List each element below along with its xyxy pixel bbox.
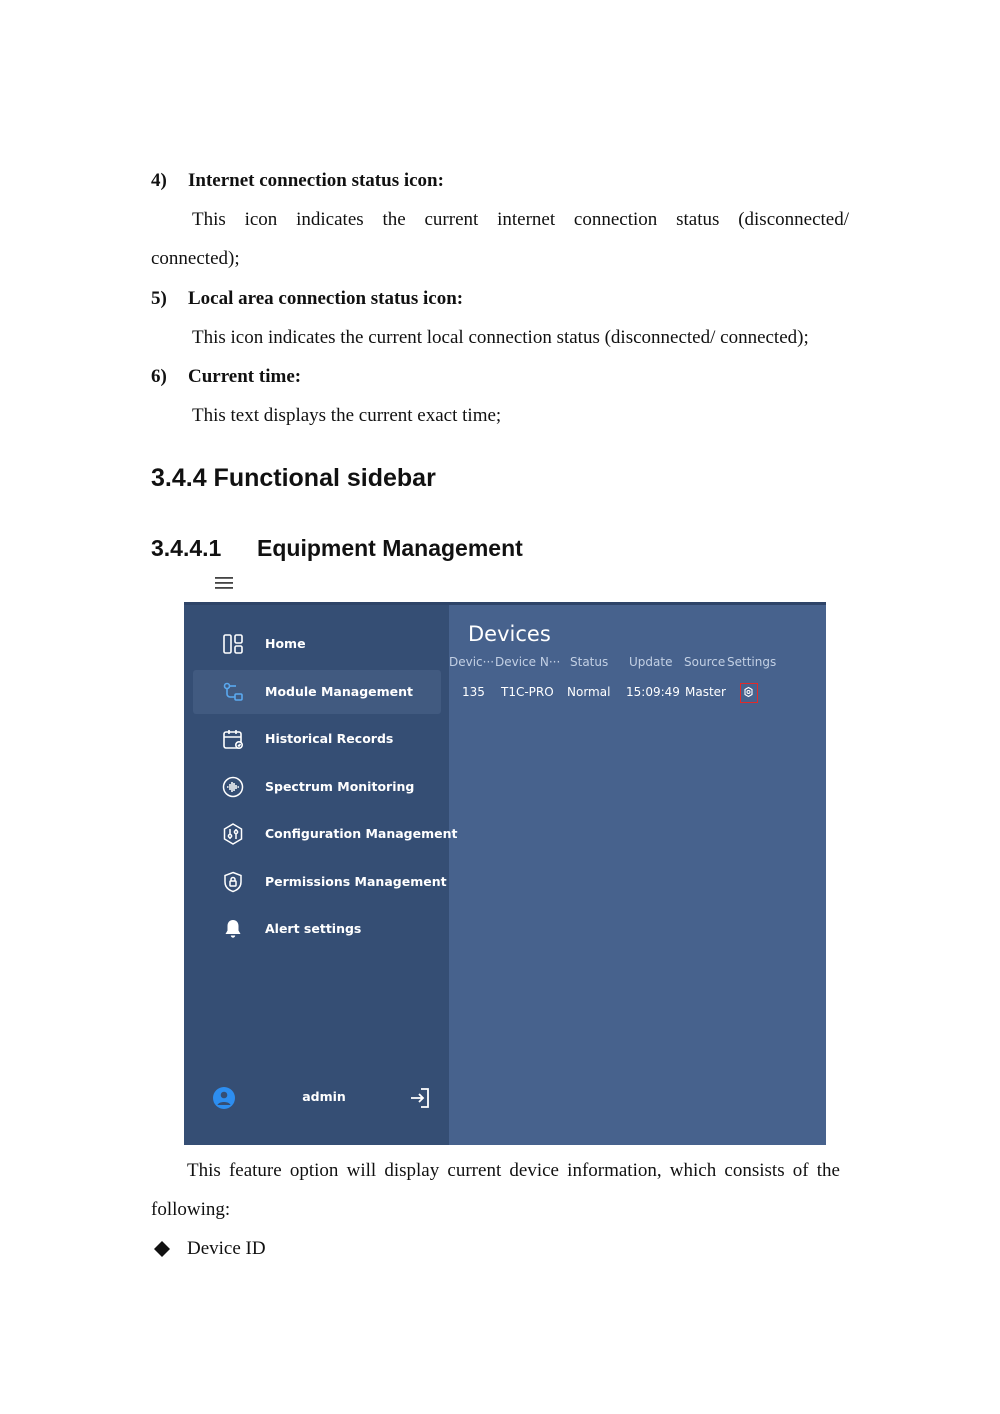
hamburger-icon[interactable] (215, 576, 233, 590)
sidebar-item-label: Module Management (265, 684, 413, 699)
module-icon (221, 680, 245, 704)
sidebar-item-permissions-management[interactable] (193, 860, 447, 904)
column-header-update[interactable]: Update (629, 655, 673, 669)
subsection-heading (151, 535, 523, 562)
sliders-icon (221, 822, 245, 846)
item-number: 4) (151, 170, 167, 191)
diamond-bullet-icon (152, 1241, 172, 1257)
avatar-icon[interactable] (212, 1086, 236, 1110)
sidebar-item-configuration-management[interactable] (193, 812, 458, 856)
sidebar-item-label: Home (265, 636, 306, 651)
devices-title: Devices (468, 622, 551, 646)
column-header-source[interactable]: Source (684, 655, 726, 669)
column-header-device-name[interactable]: Device N··· (495, 655, 561, 669)
section-heading: 3.4.4 Functional sidebar (151, 464, 436, 492)
bullet-item-device-id: Device ID (187, 1238, 266, 1259)
item-title: Internet connection status icon: (188, 170, 444, 191)
column-header-settings[interactable]: Settings (727, 655, 777, 669)
cell-update: 15:09:49 (626, 685, 680, 699)
column-header-status[interactable]: Status (570, 655, 609, 669)
item-4-heading (151, 170, 444, 192)
item-4-description-cont: connected); (151, 248, 240, 269)
sidebar-item-label: Historical Records (265, 731, 394, 746)
subsection-title: Equipment Management (257, 535, 523, 561)
cell-device-id: 135 (462, 685, 485, 699)
cell-source: Master (685, 685, 726, 699)
item-title: Local area connection status icon: (188, 288, 464, 309)
item-number: 5) (151, 288, 167, 309)
feature-description-cont: following: (151, 1199, 231, 1220)
sidebar-item-home[interactable] (193, 622, 441, 666)
top-edge (184, 602, 826, 605)
sidebar-item-historical-records[interactable] (193, 717, 441, 761)
sidebar-item-spectrum-monitoring[interactable] (193, 765, 441, 809)
item-6-heading (151, 366, 301, 388)
gear-icon (745, 688, 752, 697)
sidebar (184, 602, 458, 1145)
feature-description: This feature option will display current device information, which consists of the (187, 1160, 840, 1181)
dashboard-icon (221, 632, 245, 656)
item-4-description: This icon indicates the current internet connection status (disconnected/ (192, 209, 849, 230)
sidebar-item-label: Alert settings (265, 921, 362, 936)
shield-lock-icon (221, 870, 245, 894)
bell-icon (221, 917, 245, 941)
username: admin (302, 1089, 346, 1104)
cell-status: Normal (567, 685, 611, 699)
subsection-number: 3.4.4.1 (151, 535, 222, 561)
item-5-description: This icon indicates the current local connection status (disconnected/ connected); (192, 327, 809, 348)
item-title: Current time: (188, 366, 302, 387)
calendar-icon (221, 727, 245, 751)
sidebar-item-label: Configuration Management (265, 826, 458, 841)
sidebar-item-label: Spectrum Monitoring (265, 779, 415, 794)
cell-device-name: T1C-PRO (501, 685, 554, 699)
waveform-icon (221, 775, 245, 799)
equipment-management-screenshot (184, 602, 826, 1145)
sidebar-item-alert-settings[interactable] (193, 907, 441, 951)
sidebar-item-module-management[interactable] (193, 670, 441, 714)
logout-icon[interactable] (408, 1086, 432, 1110)
item-6-description: This text displays the current exact time; (192, 405, 502, 426)
item-5-heading (151, 288, 463, 310)
column-header-device-id[interactable]: Devic··· (449, 655, 495, 669)
sidebar-item-label: Permissions Management (265, 874, 447, 889)
item-number: 6) (151, 366, 167, 387)
settings-button[interactable] (740, 683, 758, 703)
